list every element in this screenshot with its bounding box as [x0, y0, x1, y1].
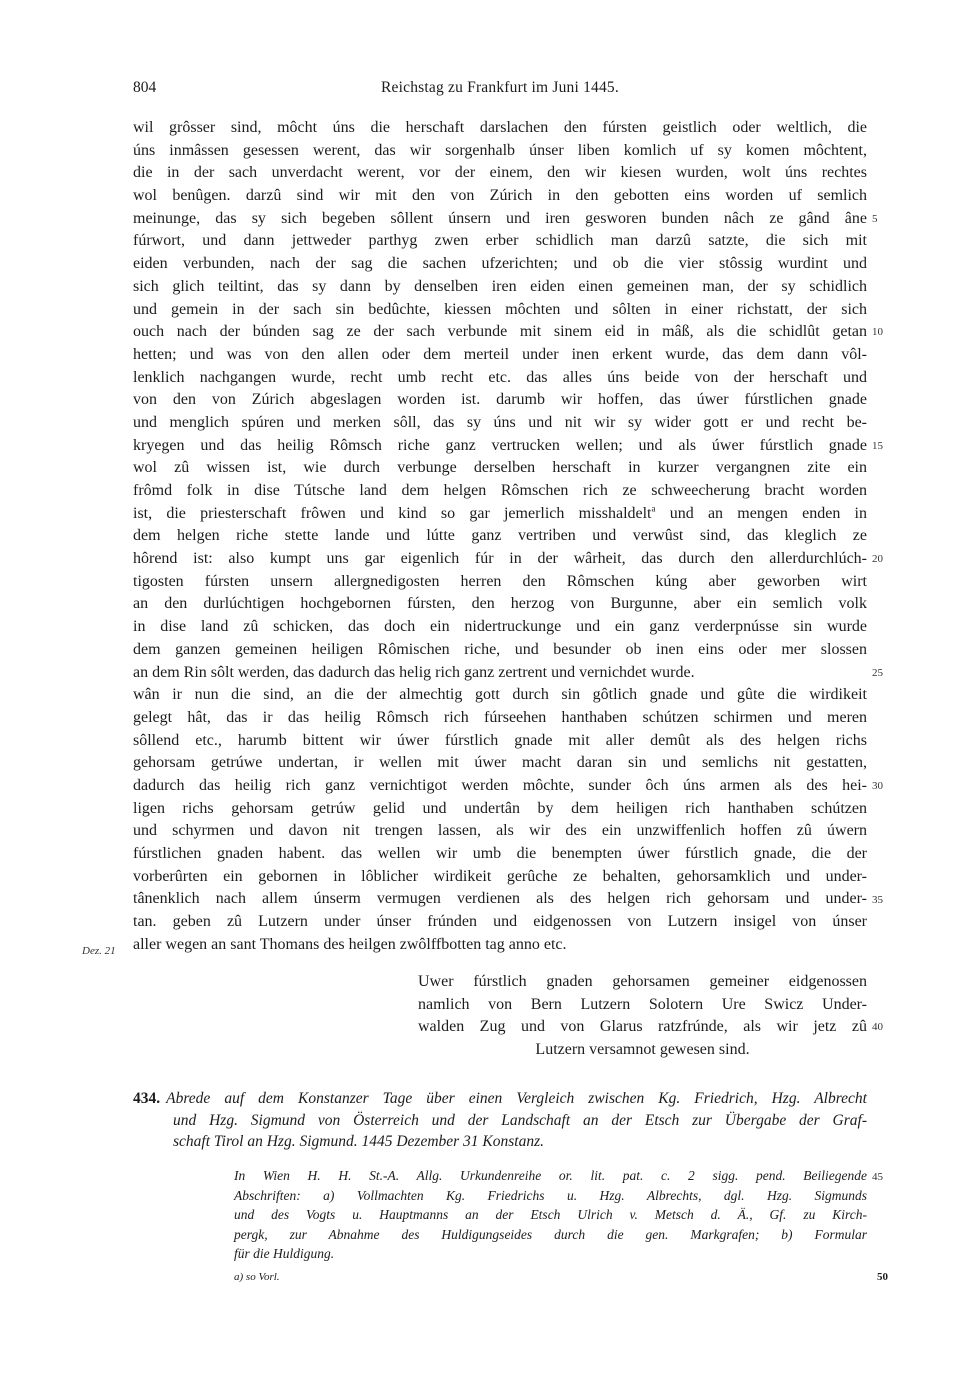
- body-line: an dem Rin sôlt werden, das dadurch das helig rich ganz zertrent und vernichdet wurde.: [133, 663, 695, 681]
- body-line: meinunge, das sy sich begeben sôllent únsern und iren gesworen bunden nâch ze gând âne: [133, 209, 867, 227]
- line-number: 20: [872, 553, 883, 566]
- body-line: fúrwort, und dann jettweder parthyg zwen erber schidlich man darzû satzte, die sich mit: [133, 232, 867, 250]
- body-line: frômd folk in dise Tútsche land dem helgen Rômschen rich ze schweecherung bracht worden: [133, 482, 867, 499]
- body-line: tan. geben zû Lutzern under únser frúnden und eidgenossen von Lutzern insigel von únser: [133, 913, 867, 931]
- body-line: kryegen und das heilig Rômsch riche ganz vertrucken wellen; und als úwer fúrstlich gnade: [133, 436, 867, 454]
- letter-body: [133, 117, 867, 956]
- line-number: 30: [872, 780, 883, 793]
- page-number: 804: [133, 79, 157, 96]
- source-line: und des Vogts u. Hauptmanns an der Etsch Ulrich v. Metsch d. Ä., Gf. zu Kirch-: [234, 1207, 867, 1222]
- signature-line: Lutzern versamnot gewesen sind.: [535, 1041, 750, 1059]
- footnote: a) so Vorl.: [234, 1271, 280, 1283]
- source-line: In Wien H. H. St.-A. Allg. Urkundenreihe or. lit. pat. c. 2 sigg. pend. Beiliegende: [234, 1168, 867, 1183]
- body-line: wol zû wissen ist, wie durch verbunge derselben herschaft in kurzer vergangnen zite ein: [133, 459, 867, 477]
- signature-line: Uwer fúrstlich gnaden gehorsamen gemeiner eidgenossen: [418, 973, 867, 990]
- body-line: dadurch das heilig rich ganz vernichtigot werden môchte, sunder ôch úns armen als des hei-: [133, 776, 867, 794]
- body-line: die in der sach unverdacht werent, vor der einem, den wir kiesen wurden, wolt úns rechtes: [133, 164, 867, 182]
- running-title: Reichstag zu Frankfurt im Juni 1445.: [381, 79, 619, 96]
- source-line: Abschriften: a) Vollmachten Kg. Friedrichs u. Hzg. Albrechts, dgl. Hzg. Sigmunds: [234, 1187, 867, 1203]
- body-line: úns inmâssen gesessen werent, das wir sorgenhalb únser liben komlich uf sy komen môchtent,: [133, 141, 867, 159]
- source-note: [234, 1166, 867, 1264]
- line-number: 10: [872, 326, 883, 339]
- body-line: wol benûgen. darzû sind wir mit den von Zúrich in den gebotten eins worden uf semlich: [133, 187, 867, 205]
- signature-block: [418, 971, 867, 1062]
- body-line: vorberûrten ein gebornen in lôblicher wirdikeit gerûche ze behalten, gehorsamklich und under-: [133, 867, 867, 885]
- body-line: gelegt hât, das ir das heilig Rômsch rich fúrseehen hanthaben schútzen schirmen und meren: [133, 708, 867, 726]
- body-line: hetten; und was von den allen oder dem merteil under inen erkent wurde, das dem dann vôl-: [133, 345, 867, 363]
- line-number: 40: [872, 1021, 883, 1034]
- body-line: sich glich teiltint, das sy dann by denselben iren eiden einen gemeinen man, der sy schidlich: [133, 277, 867, 295]
- body-line: eiden verbunden, nach der sag die sachen ufzerichten; und ob die vier stôssig wurdint und: [133, 255, 867, 273]
- signature-line: namlich von Bern Lutzern Solotern Ure Swicz Under-: [418, 995, 867, 1013]
- margin-date-note: Dez. 21: [82, 945, 116, 957]
- body-line: tigosten fúrsten unsern allergnedigosten herren den Rômschen kúng aber geworben wirt: [133, 572, 867, 590]
- document-title-line: schaft Tirol an Hzg. Sigmund. 1445 Dezember 31 Konstanz.: [173, 1133, 545, 1150]
- body-line: fúrstlichen gnaden habent. das wellen wir umb die benempten úwer fúrstlich gnade, die der: [133, 845, 867, 862]
- body-line: und schyrmen und davon nit trengen lassen, als wir des ein unzwiffenlich hoffen zû úwern: [133, 822, 867, 840]
- body-line: ouch nach der búnden sag ze der sach verbunde mit sinem eid in mâß, als die schidlût getan: [133, 323, 867, 341]
- body-line: von den von Zúrich abgeslagen worden ist. darumb wir hoffen, das úwer fúrstlichen gnade: [133, 391, 867, 409]
- line-number: 5: [872, 212, 878, 225]
- body-line: sôllend etc., harumb bittent wir úwer fúrstlich gnade mit aller demût als des helgen richs: [133, 731, 867, 749]
- body-line: ist, die priesterschaft frôwen und kind so gar jemerlich misshaldelt$^a$ und an mengen enden in: [133, 503, 867, 522]
- body-line: tânenklich nach allem únserm vermugen verdienen als des helgen rich gehorsam und under-: [133, 890, 867, 908]
- body-line: wân ir nun die sind, an die der almechtig gott durch sin gôtlich gnade und gûte die wirdikeit: [133, 686, 867, 704]
- source-line: für die Huldigung.: [234, 1246, 335, 1261]
- body-line: wil grôsser sind, môcht úns die herschaft darslachen den fúrsten geistlich oder weltlich, die: [133, 119, 867, 136]
- document-title-line: [133, 1088, 867, 1110]
- body-line: dem ganzen gemeinen heiligen Rômischen riche, und besunder ob inen eins oder mer slossen: [133, 640, 867, 658]
- footnote-line-number: 50: [877, 1271, 888, 1283]
- body-line: aller wegen an sant Thomans des heilgen zwôlffbotten tag anno etc.: [133, 935, 567, 953]
- body-line: hôrend ist: also kumpt uns gar eigenlich fúr in der wârheit, das durch den allerdurchlúch-: [133, 550, 867, 568]
- document-title-text: Abrede auf dem Konstanzer Tage über einen Vergleich zwischen Kg. Friedrich, Hzg. Albrecht: [166, 1090, 867, 1107]
- line-number: 35: [872, 893, 883, 906]
- document-title-line: und Hzg. Sigmund von Österreich und der Landschaft an der Etsch zur Übergabe der Graf-: [173, 1111, 867, 1129]
- document-heading: [133, 1088, 867, 1153]
- footnote-marker: a: [651, 503, 656, 514]
- body-line: gehorsam getrúwe undertan, ir wellen mit úwer macht daran sin und semlichs nit gestatten,: [133, 754, 867, 772]
- body-line: in dise land zû schicken, das doch ein nidertruckunge und ein ganz verderpnússe sin wurde: [133, 618, 867, 636]
- document-number: 434.: [133, 1090, 161, 1107]
- body-line: und menglich spúren und merken sôll, das sy úns und nit wir sy wider gott er und recht be-: [133, 413, 867, 431]
- page-header: [133, 79, 867, 101]
- body-line: an den durlúchtigen hochgebornen fúrsten, den herzog von Burgunne, aber ein semlich volk: [133, 595, 867, 613]
- line-number: 45: [872, 1171, 883, 1183]
- body-line: ligen richs gehorsam getrúw gelid und undertân by dem heiligen rich hanthaben schútzen: [133, 799, 867, 817]
- signature-line: walden Zug und von Glarus ratzfrúnde, als wir jetz zû: [418, 1018, 867, 1036]
- line-number: 25: [872, 666, 883, 679]
- line-number: 15: [872, 439, 883, 452]
- source-line: pergk, zur Abnahme des Huldigungseides durch die gen. Markgrafen; b) Formular: [234, 1226, 867, 1242]
- body-line: lenklich nachgangen wurde, recht umb recht etc. das alles úns beide von der herschaft und: [133, 368, 867, 386]
- body-line: und gemein in der sach sin bedûchte, kiessen môchten und sôlten in einer richstatt, der sich: [133, 300, 867, 318]
- body-line: dem helgen riche stette lande und lútte ganz vertriben und verwûst sind, das kleglich ze: [133, 527, 867, 545]
